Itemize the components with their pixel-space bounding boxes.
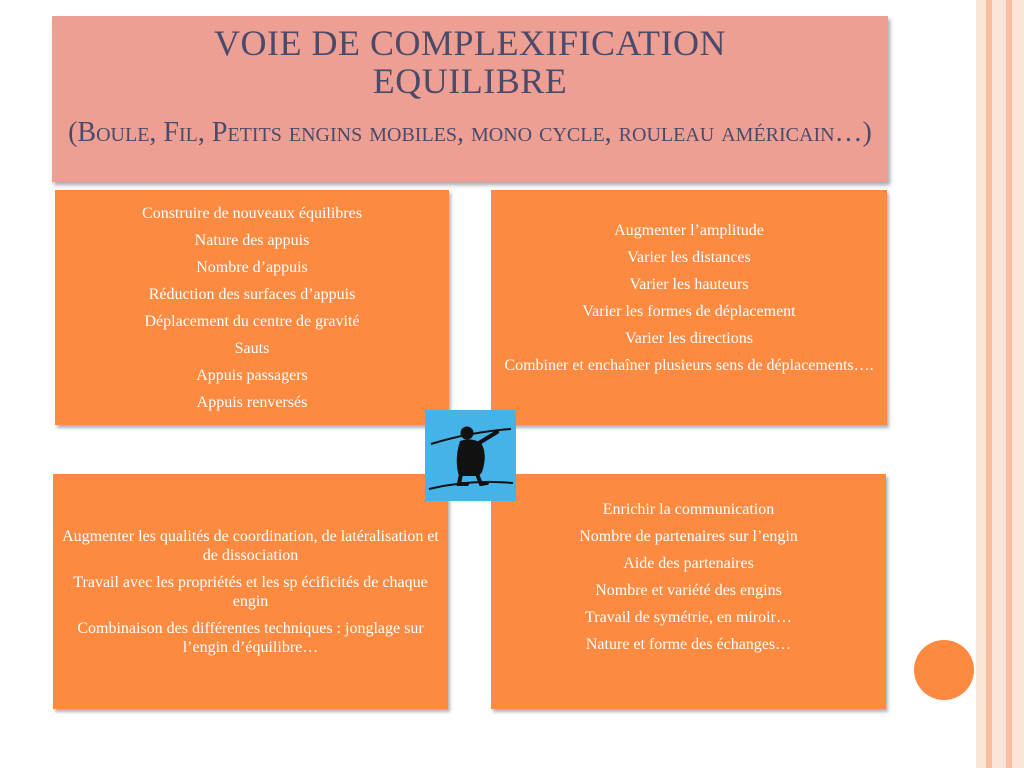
quadrant-top-right: [491, 190, 887, 425]
list-item: Varier les formes de déplacement: [582, 303, 796, 320]
quadrant-bottom-left: [53, 474, 448, 709]
list-item: Construire de nouveaux équilibres: [142, 205, 362, 222]
list-item: Nature des appuis: [194, 232, 310, 249]
stripe: [992, 0, 1006, 768]
quadrant-bottom-right: [491, 474, 886, 709]
list-item: Réduction des surfaces d’appuis: [148, 286, 356, 303]
accent-circle: [914, 640, 974, 700]
list-item: Appuis passagers: [196, 367, 308, 384]
title-line-2: EQUILIBRE: [372, 61, 568, 101]
list-item: Travail avec les propriétés et les sp écificités de chaque engin: [73, 573, 428, 610]
stripe: [1012, 0, 1024, 768]
title-subtitle: (Boule, Fil, Petits engins mobiles, mono cycle, rouleau américain…): [68, 117, 872, 148]
title-line-1: VOIE DE COMPLEXIFICATION: [214, 23, 726, 63]
list-item: Combinaison des différentes techniques : jonglage sur l’engin d’équilibre…: [77, 619, 424, 656]
list-item: Enrichir la communication: [602, 501, 775, 518]
list-item: Varier les directions: [625, 330, 753, 347]
list-item: Aide des partenaires: [623, 555, 754, 572]
list-item: Nature et forme des échanges…: [585, 636, 792, 653]
list-item: Augmenter l’amplitude: [614, 222, 764, 239]
list-item: Combiner et enchaîner plusieurs sens de déplacements….: [504, 357, 874, 374]
stripe: [976, 0, 986, 768]
list-item: Varier les distances: [627, 249, 751, 266]
quadrant-top-left: [55, 190, 449, 425]
list-item: Sauts: [234, 340, 270, 357]
list-item: Nombre d’appuis: [196, 259, 308, 276]
acrobat-on-wire-icon: [425, 410, 516, 501]
list-item: Augmenter les qualités de coordination, de latéralisation et de dissociation: [62, 527, 439, 564]
list-item: Déplacement du centre de gravité: [144, 313, 360, 330]
list-item: Nombre et variété des engins: [595, 582, 782, 599]
slide-title: [52, 16, 888, 182]
list-item: Nombre de partenaires sur l’engin: [579, 528, 798, 545]
list-item: Varier les hauteurs: [629, 276, 749, 293]
decorative-stripes: [976, 0, 1024, 768]
list-item: Appuis renversés: [196, 394, 308, 411]
list-item: Travail de symétrie, en miroir…: [585, 609, 792, 626]
